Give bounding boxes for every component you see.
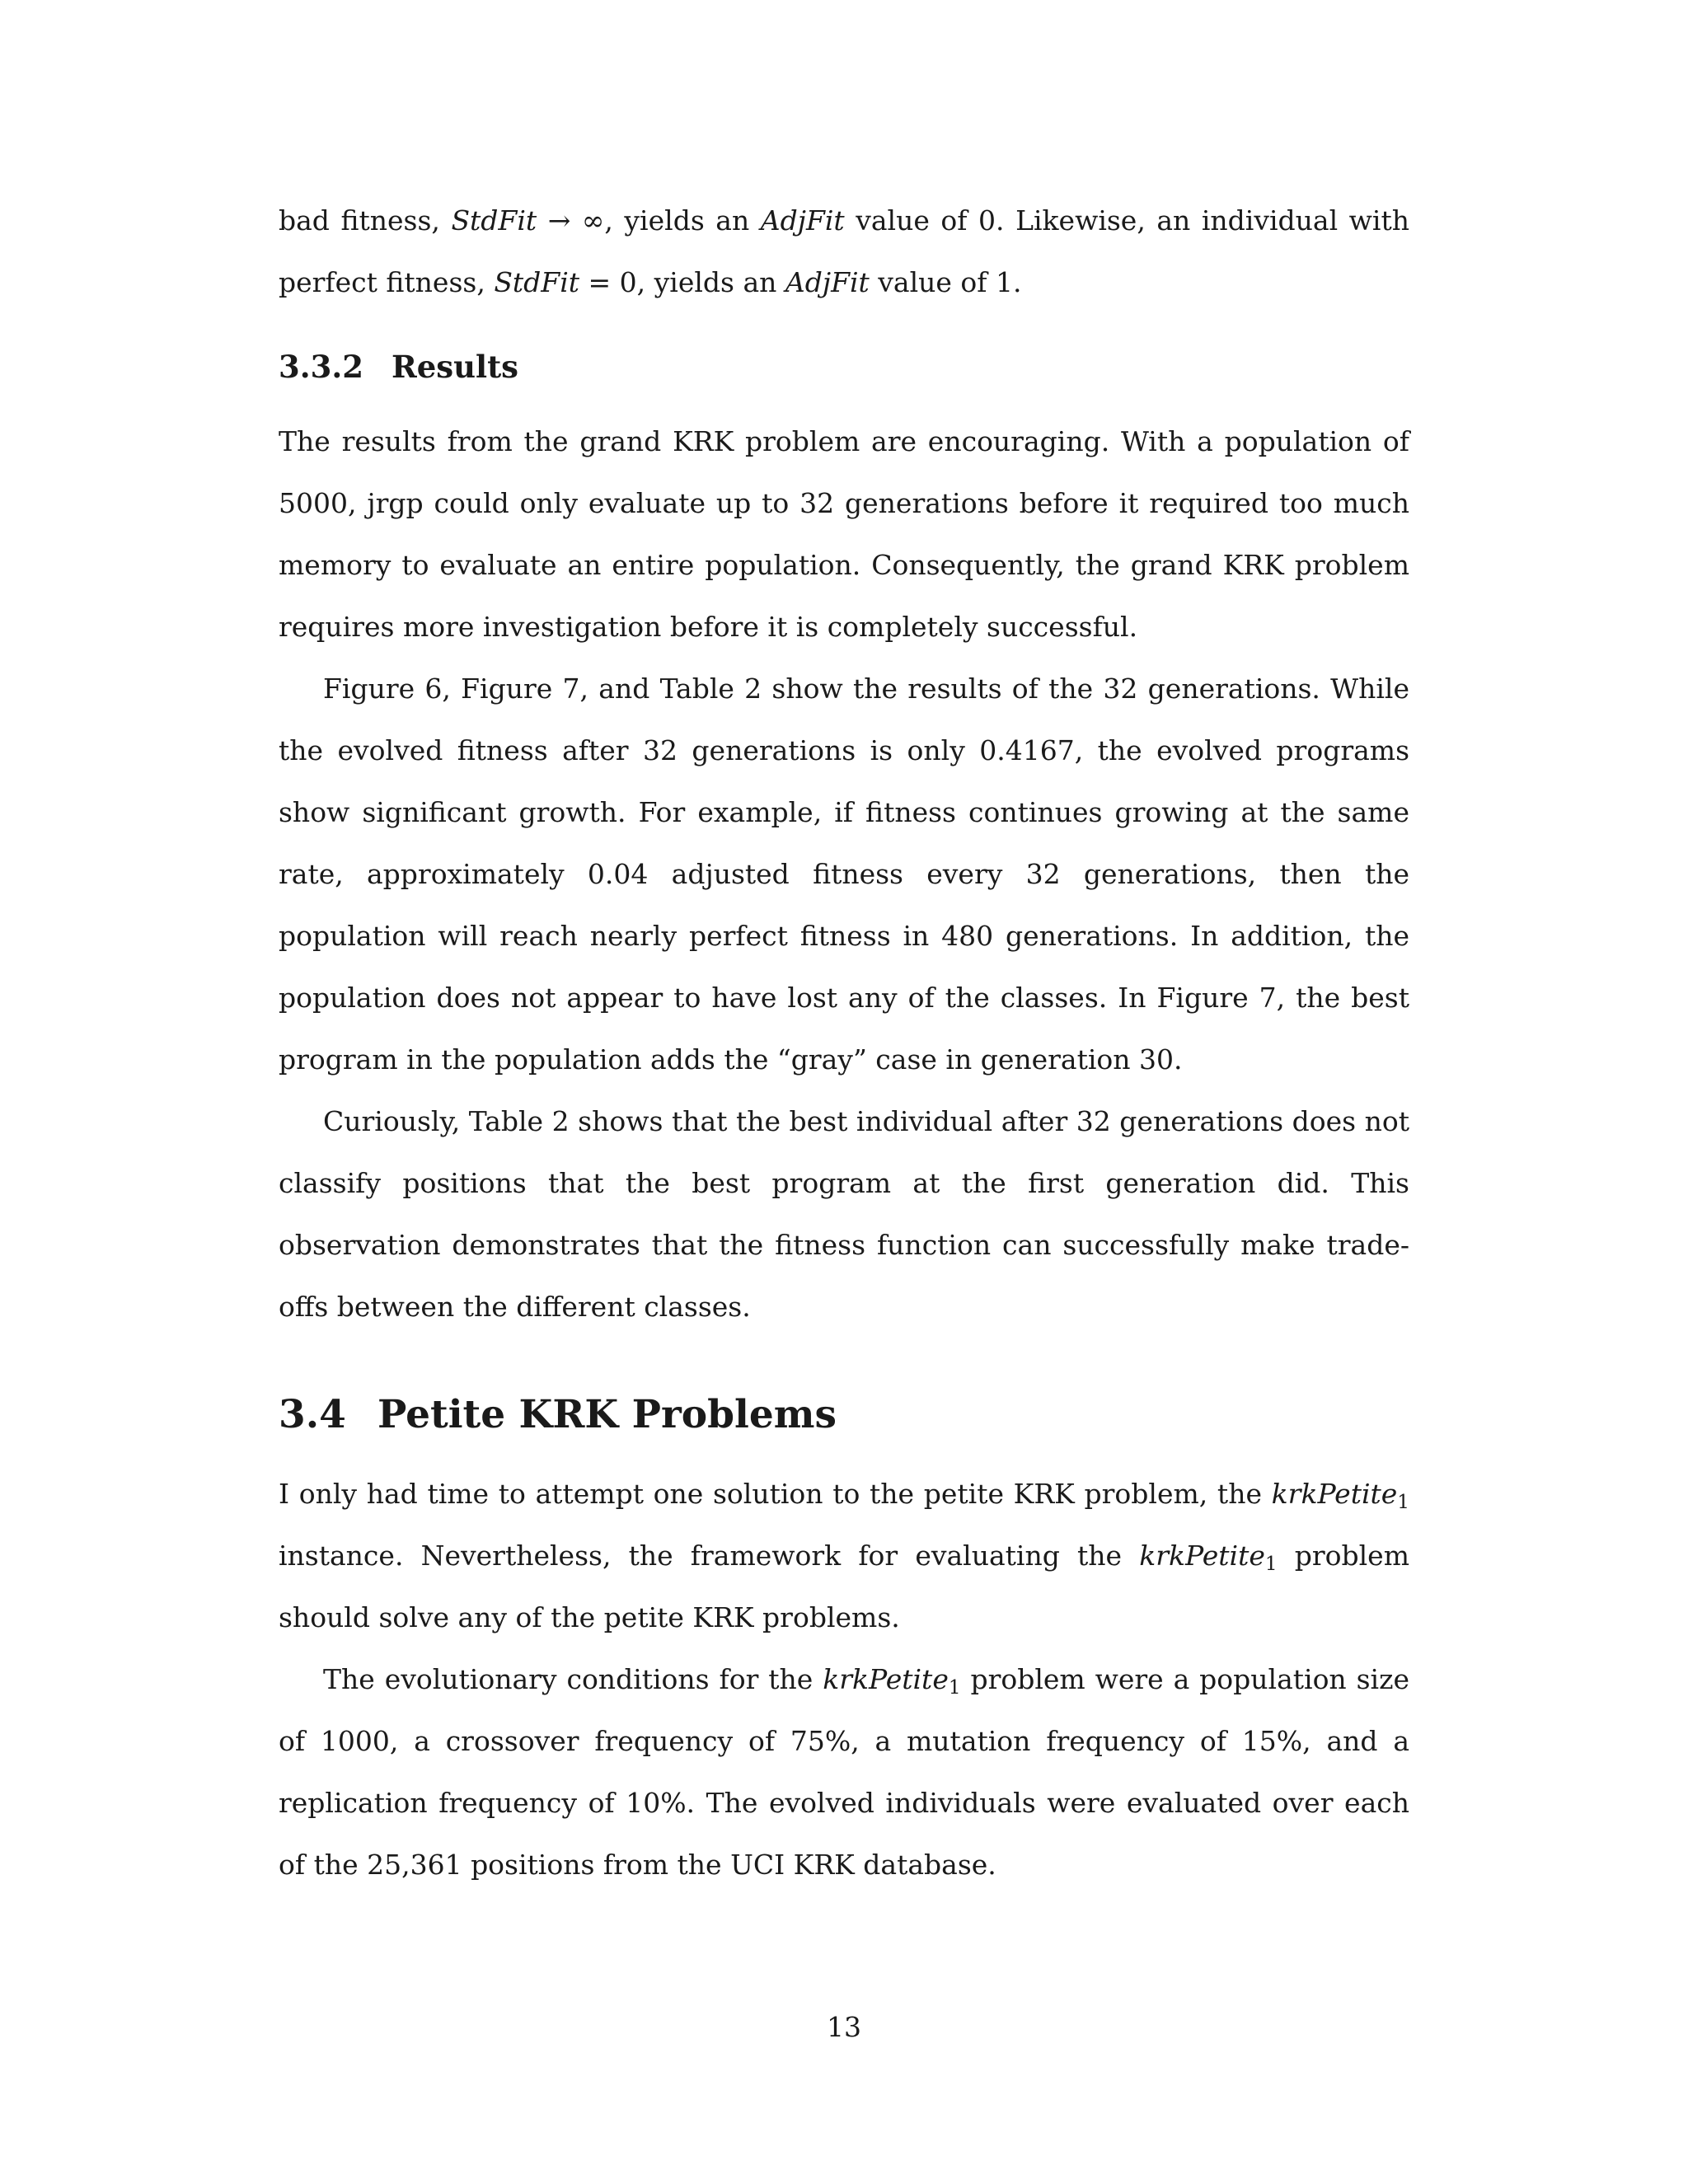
page-content	[279, 190, 1409, 1896]
text-run: problem were a population size of 1000, a crossover frequency of 75%, a mutation frequency of 15%, and a replication frequency of 10%. The evolved individuals were evaluated over each of the 25,361 positions from the UCI KRK database.	[279, 1663, 1409, 1881]
math-krkpetite	[823, 1663, 961, 1699]
petite-paragraph-1	[279, 1463, 1409, 1648]
subsection-number: 3.3.2	[279, 349, 363, 385]
math-stdfit: StdFit	[451, 204, 537, 237]
math-krkpetite	[1139, 1540, 1278, 1575]
math-adjfit: AdjFit	[760, 204, 845, 237]
math-subscript: 1	[948, 1676, 961, 1699]
text-run: → ∞, yields an	[537, 204, 761, 237]
subsection-title: Results	[392, 349, 518, 385]
section-heading	[279, 1390, 1409, 1440]
text-run: problem should solve any of the petite KRK problems.	[279, 1540, 1409, 1633]
intro-paragraph	[279, 190, 1409, 313]
math-text: krkPetite	[1139, 1540, 1265, 1572]
math-subscript: 1	[1397, 1491, 1409, 1513]
page-number: 13	[827, 2011, 861, 2043]
subsection-heading	[279, 346, 1409, 387]
text-run: bad fitness,	[279, 204, 452, 237]
text-run: instance. Nevertheless, the framework for evaluating the	[279, 1540, 1140, 1572]
math-text: krkPetite	[823, 1663, 949, 1695]
results-paragraph-2: Figure 6, Figure 7, and Table 2 show the results of the 32 generations. While the evolved fitness after 32 generations is only 0.4167, the evolved programs show significant growth. For example, if fitness continues growing at the same rate, approximately 0.04 adjusted fitness every 32 generations, then the population will reach nearly perfect fitness in 480 generations. In addition, the population does not appear to have lost any of the classes. In Figure 7, the best program in the population adds the “gray” case in generation 30.	[279, 673, 1409, 1076]
math-adjfit: AdjFit	[785, 266, 870, 298]
petite-paragraph-2	[279, 1648, 1409, 1896]
section-number: 3.4	[279, 1392, 346, 1437]
results-paragraph-1: The results from the grand KRK problem are encouraging. With a population of 5000, jrgp could only evaluate up to 32 generations before it required too much memory to evaluate an entire population. Consequently, the grand KRK problem requires more investigation before it is completely successful.	[279, 425, 1409, 643]
text-run: value of 1.	[869, 266, 1022, 298]
math-stdfit: StdFit	[494, 266, 580, 298]
text-run: The evolutionary conditions for the	[323, 1663, 823, 1695]
text-run: I only had time to attempt one solution to the petite KRK problem, the	[279, 1478, 1272, 1510]
results-paragraph-3: Curiously, Table 2 shows that the best individual after 32 generations does not classify positions that the best program at the first generation did. This observation demonstrates that the fitness function can successfully make trade-offs between the different classes.	[279, 1105, 1409, 1323]
math-text: krkPetite	[1271, 1478, 1398, 1510]
text-run: = 0, yields an	[579, 266, 785, 298]
math-subscript: 1	[1264, 1553, 1278, 1575]
math-krkpetite	[1271, 1478, 1409, 1513]
section-title: Petite KRK Problems	[377, 1392, 837, 1437]
text-run: value of 0. Likewise, an individual with perfect fitness,	[279, 204, 1409, 298]
